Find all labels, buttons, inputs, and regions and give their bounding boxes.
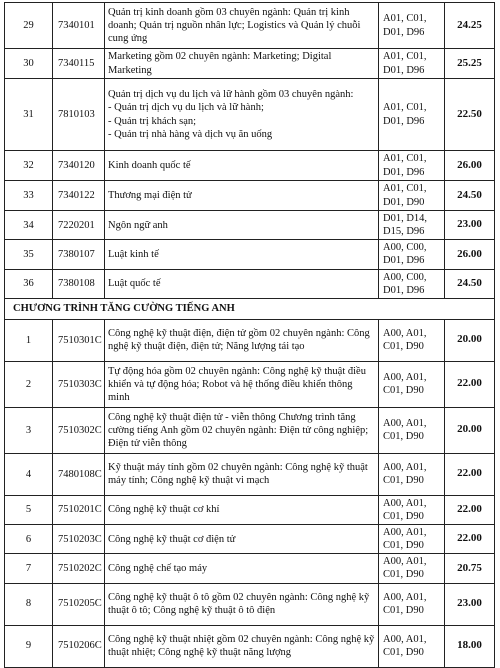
major-code: 7380107 — [53, 240, 105, 269]
row-number: 2 — [5, 361, 53, 407]
major-code: 7510303C — [53, 361, 105, 407]
major-name-line: Công nghệ chế tạo máy — [108, 562, 208, 574]
major-code: 7340115 — [53, 49, 105, 79]
subject-combination-line: D01, D96 — [383, 255, 425, 267]
subject-combination-line: A00, A01, — [383, 418, 427, 430]
subject-combination-line: A00, A01, — [383, 372, 427, 384]
table-row — [5, 554, 495, 583]
cutoff-score: 22.00 — [445, 453, 495, 495]
major-name-line: - Quản trị nhà hàng và dịch vụ ăn uống — [108, 128, 273, 140]
major-code: 7810103 — [53, 79, 105, 151]
subject-combination-line: C01, D90 — [383, 540, 424, 552]
table-row — [5, 49, 495, 79]
major-name — [105, 3, 379, 49]
table-row — [5, 407, 495, 453]
major-code: 7340122 — [53, 181, 105, 211]
table-row — [5, 625, 495, 667]
cutoff-score: 23.00 — [445, 583, 495, 625]
major-code: 7510301C — [53, 319, 105, 361]
subject-combinations — [379, 151, 445, 181]
subject-combination-line: C01, D90 — [383, 385, 424, 397]
subject-combinations — [379, 49, 445, 79]
row-number: 33 — [5, 181, 53, 211]
table-row — [5, 151, 495, 181]
major-name — [105, 79, 379, 151]
subject-combination-line: D01, D90 — [383, 196, 425, 208]
subject-combination-line: A01, C01, — [383, 183, 427, 195]
major-name — [105, 361, 379, 407]
major-code: 7510202C — [53, 554, 105, 583]
subject-combination-line: A01, C01, — [383, 13, 427, 25]
subject-combinations — [379, 554, 445, 583]
subject-combination-line: A01, C01, — [383, 51, 427, 63]
major-code: 7380108 — [53, 269, 105, 298]
major-name-line: - Quản trị dịch vụ du lịch và lữ hành; — [108, 102, 264, 114]
cutoff-score: 22.00 — [445, 361, 495, 407]
subject-combination-line: C01, D90 — [383, 510, 424, 522]
table-row — [5, 525, 495, 554]
subject-combination-line: C01, D90 — [383, 647, 424, 658]
table-row — [5, 319, 495, 361]
major-name-line: Luật quốc tế — [108, 278, 161, 290]
table-row — [5, 240, 495, 269]
subject-combination-line: C01, D90 — [383, 341, 424, 353]
row-number: 9 — [5, 625, 53, 667]
row-number: 31 — [5, 79, 53, 151]
major-name — [105, 269, 379, 298]
subject-combination-line: D01, D96 — [383, 64, 425, 76]
major-name — [105, 240, 379, 269]
subject-combination-line: A00, A01, — [383, 633, 427, 645]
subject-combination-line: C01, D90 — [383, 475, 424, 487]
major-name-line: Công nghệ kỹ thuật điện, điện tử gồm 02 chuyên ngành: Công nghệ kỹ thuật điện, điện tử; Năng lượng tái tạo — [108, 328, 370, 353]
major-code: 7340120 — [53, 151, 105, 181]
subject-combination-line: A00, A01, — [383, 556, 427, 568]
subject-combination-line: C01, D90 — [383, 605, 424, 616]
cutoff-score: 20.00 — [445, 407, 495, 453]
section-title: CHƯƠNG TRÌNH TĂNG CƯỜNG TIẾNG ANH — [5, 298, 495, 319]
subject-combination-line: A00, C00, — [383, 242, 427, 254]
cutoff-score: 24.25 — [445, 3, 495, 49]
admission-score-table — [4, 2, 495, 668]
subject-combination-line: D01, D96 — [383, 284, 425, 296]
cutoff-score: 24.50 — [445, 181, 495, 211]
subject-combination-line: D01, D96 — [383, 115, 425, 127]
cutoff-score: 26.00 — [445, 240, 495, 269]
row-number: 34 — [5, 211, 53, 240]
major-name-line: Thương mại điện tử — [108, 189, 192, 201]
row-number: 6 — [5, 525, 53, 554]
major-name-line: Công nghệ kỹ thuật điện tử - viễn thông Chương trình tăng cường tiếng Anh gồm 02 chuyên ngành: Điện tử công nghiệp; Điện tử viễn thông — [108, 411, 369, 449]
major-code: 7340101 — [53, 3, 105, 49]
major-name-line: Ngôn ngữ anh — [108, 219, 168, 231]
subject-combinations — [379, 269, 445, 298]
subject-combination-line: A01, C01, — [383, 153, 427, 165]
subject-combinations — [379, 319, 445, 361]
major-code: 7220201 — [53, 211, 105, 240]
cutoff-score: 26.00 — [445, 151, 495, 181]
row-number: 5 — [5, 495, 53, 524]
cutoff-score: 18.00 — [445, 625, 495, 667]
subject-combination-line: A01, C01, — [383, 102, 427, 114]
subject-combinations — [379, 361, 445, 407]
table-row — [5, 79, 495, 151]
major-name — [105, 181, 379, 211]
major-name-line: Quản trị kinh doanh gồm 03 chuyên ngành: Quản trị kinh doanh; Quản trị nguồn nhân lực; Logistics và Quản lý chuỗi cung ứng — [108, 6, 361, 45]
major-code: 7510206C — [53, 625, 105, 667]
major-name — [105, 495, 379, 524]
major-code: 7480108C — [53, 453, 105, 495]
major-code: 7510205C — [53, 583, 105, 625]
subject-combinations — [379, 495, 445, 524]
major-name — [105, 49, 379, 79]
subject-combinations — [379, 3, 445, 49]
major-name-line: Kinh doanh quốc tế — [108, 159, 191, 171]
table-body — [5, 3, 495, 668]
subject-combinations — [379, 181, 445, 211]
major-name-line: Công nghệ kỹ thuật ô tô gồm 02 chuyên ngành: Công nghệ kỹ thuật ô tô; Công nghệ kỹ thuật ô tô điện — [108, 591, 370, 616]
major-name-line: Quản trị dịch vụ du lịch và lữ hành gồm 03 chuyên ngành: — [108, 89, 354, 101]
subject-combinations — [379, 407, 445, 453]
subject-combination-line: D15, D96 — [383, 226, 425, 238]
row-number: 29 — [5, 3, 53, 49]
subject-combinations — [379, 583, 445, 625]
major-name — [105, 151, 379, 181]
row-number: 3 — [5, 407, 53, 453]
row-number: 1 — [5, 319, 53, 361]
subject-combination-line: D01, D96 — [383, 26, 425, 38]
cutoff-score: 25.25 — [445, 49, 495, 79]
major-name — [105, 625, 379, 667]
major-code: 7510201C — [53, 495, 105, 524]
subject-combination-line: D01, D96 — [383, 166, 425, 178]
major-name — [105, 583, 379, 625]
major-code: 7510302C — [53, 407, 105, 453]
subject-combination-line: A00, A01, — [383, 328, 427, 340]
major-name — [105, 525, 379, 554]
major-name — [105, 554, 379, 583]
major-name — [105, 453, 379, 495]
row-number: 7 — [5, 554, 53, 583]
subject-combinations — [379, 453, 445, 495]
row-number: 36 — [5, 269, 53, 298]
cutoff-score: 22.00 — [445, 525, 495, 554]
row-number: 32 — [5, 151, 53, 181]
subject-combination-line: C01, D90 — [383, 569, 424, 581]
cutoff-score: 24.50 — [445, 269, 495, 298]
row-number: 30 — [5, 49, 53, 79]
cutoff-score: 22.00 — [445, 495, 495, 524]
subject-combination-line: A00, A01, — [383, 591, 427, 603]
subject-combination-line: C01, D90 — [383, 431, 424, 443]
table-row — [5, 361, 495, 407]
row-number: 8 — [5, 583, 53, 625]
row-number: 4 — [5, 453, 53, 495]
major-code: 7510203C — [53, 525, 105, 554]
table-row — [5, 453, 495, 495]
subject-combinations — [379, 79, 445, 151]
table-row — [5, 495, 495, 524]
major-name-line: Kỹ thuật máy tính gồm 02 chuyên ngành: Công nghệ kỹ thuật máy tính; Công nghệ kỹ thuật vi mạch — [108, 462, 368, 487]
subject-combinations — [379, 625, 445, 667]
table-row — [5, 3, 495, 49]
major-name-line: - Quản trị khách sạn; — [108, 115, 197, 127]
subject-combinations — [379, 240, 445, 269]
subject-combination-line: A00, A01, — [383, 497, 427, 509]
cutoff-score: 20.75 — [445, 554, 495, 583]
subject-combination-line: A00, C00, — [383, 271, 427, 283]
row-number: 35 — [5, 240, 53, 269]
subject-combinations — [379, 211, 445, 240]
major-name-line: Công nghệ kỹ thuật cơ khí — [108, 504, 220, 516]
major-name-line: Tự động hóa gồm 02 chuyên ngành: Công nghệ kỹ thuật điều khiển và tự động hóa; Robot và hệ thống điều khiển thông minh — [108, 365, 366, 403]
major-name-line: Marketing gồm 02 chuyên ngành: Marketing; Digital Marketing — [108, 51, 332, 76]
table-row — [5, 269, 495, 298]
major-name — [105, 211, 379, 240]
table-row — [5, 181, 495, 211]
subject-combination-line: A00, A01, — [383, 527, 427, 538]
subject-combination-line: D01, D14, — [383, 213, 428, 224]
table-row — [5, 211, 495, 240]
major-name-line: Luật kinh tế — [108, 248, 159, 260]
cutoff-score: 22.50 — [445, 79, 495, 151]
major-name — [105, 407, 379, 453]
cutoff-score: 20.00 — [445, 319, 495, 361]
major-name — [105, 319, 379, 361]
section-header-row — [5, 298, 495, 319]
major-name-line: Công nghệ kỹ thuật nhiệt gồm 02 chuyên ngành: Công nghệ kỹ thuật nhiệt; Công nghệ kỹ thuật năng lượng — [108, 633, 375, 658]
table-row — [5, 583, 495, 625]
cutoff-score: 23.00 — [445, 211, 495, 240]
major-name-line: Công nghệ kỹ thuật cơ điện tử — [108, 533, 236, 545]
subject-combination-line: A00, A01, — [383, 462, 427, 474]
subject-combinations — [379, 525, 445, 554]
